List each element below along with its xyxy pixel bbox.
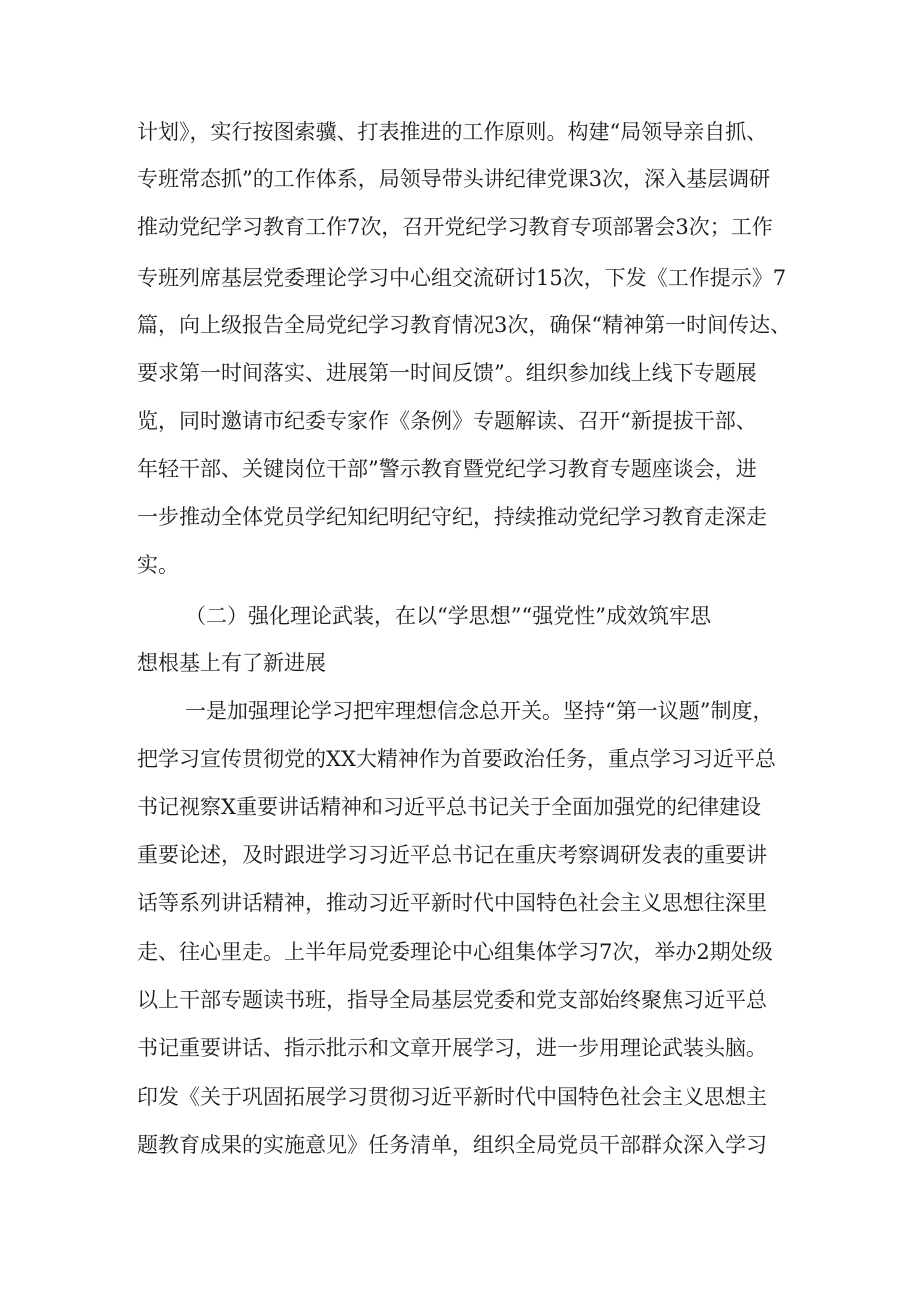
text-line: 专班常态抓”的工作体系，局领导带头讲纪律党课3次，深入基层调研 xyxy=(137,167,771,191)
text-line: 一是加强理论学习把牢理想信念总开关。坚持“第一议题”制度， xyxy=(185,699,774,723)
text-line: 要求第一时间落实、进展第一时间反馈”。组织参加线上线下专题展 xyxy=(137,361,757,385)
text-line: 专班列席基层党委理论学习中心组交流研讨15次，下发《工作提示》7 xyxy=(137,266,787,290)
text-line: 一步推动全体党员学纪知纪明纪守纪，持续推动党纪学习教育走深走 xyxy=(137,505,767,529)
text-line: 话等系列讲话精神，推动习近平新时代中国特色社会主义思想往深里 xyxy=(137,891,767,915)
heading-line: 想根基上有了新进展 xyxy=(137,651,326,675)
text-line: 重要论述，及时跟进学习习近平总书记在重庆考察调研发表的重要讲 xyxy=(137,843,767,867)
text-line: 印发《关于巩固拓展学习贯彻习近平新时代中国特色社会主义思想主 xyxy=(137,1085,767,1109)
text-line: 年轻干部、关键岗位干部”警示教育暨党纪学习教育专题座谈会，进 xyxy=(137,457,757,481)
text-line: 览，同时邀请市纪委专家作《条例》专题解读、召开“新提拔干部、 xyxy=(137,409,757,433)
heading-line: （二）强化理论武装，在以“学思想”“强党性”成效筑牢思 xyxy=(185,604,711,628)
text-line: 以上干部专题读书班，指导全局基层党委和党支部始终聚焦习近平总 xyxy=(137,988,767,1012)
text-line: 把学习宣传贯彻党的XX大精神作为首要政治任务，重点学习习近平总 xyxy=(137,747,776,771)
text-line: 走、往心里走。上半年局党委理论中心组集体学习7次，举办2期处级 xyxy=(137,940,773,964)
text-line: 推动党纪学习教育工作7次，召开党纪学习教育专项部署会3次；工作 xyxy=(137,215,773,239)
text-line: 实。 xyxy=(137,553,179,577)
text-line: 题教育成果的实施意见》任务清单，组织全局党员干部群众深入学习 xyxy=(137,1133,767,1157)
text-line: 书记重要讲话、指示批示和文章开展学习，进一步用理论武装头脑。 xyxy=(137,1036,767,1060)
text-line: 篇，向上级报告全局党纪学习教育情况3次，确保“精神第一时间传达、 xyxy=(137,313,792,337)
text-line: 计划》，实行按图索骥、打表推进的工作原则。构建“局领导亲自抓、 xyxy=(137,120,768,144)
text-line: 书记视察X重要讲话精神和习近平总书记关于全面加强党的纪律建设 xyxy=(137,795,761,819)
